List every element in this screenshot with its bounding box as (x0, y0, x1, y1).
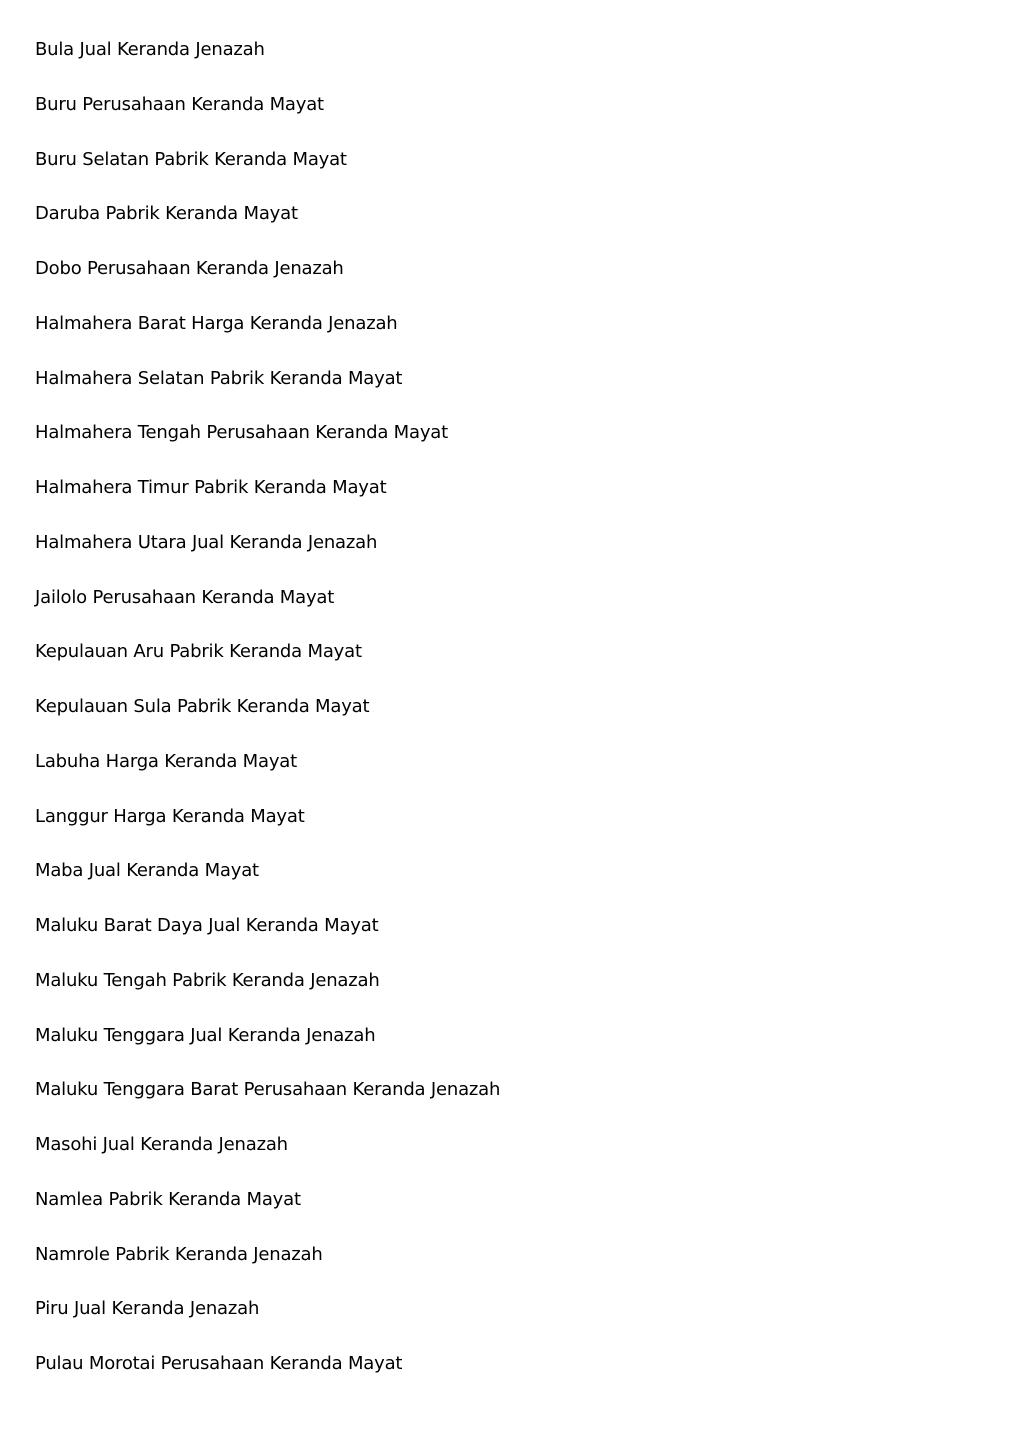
location-link[interactable]: Daruba Pabrik Keranda Mayat (35, 203, 298, 225)
list-item (35, 967, 500, 1022)
list-item (35, 1186, 500, 1241)
list-item (35, 36, 500, 91)
location-link[interactable]: Dobo Perusahaan Keranda Jenazah (35, 258, 344, 279)
location-link[interactable]: Halmahera Timur Pabrik Keranda Mayat (35, 477, 387, 498)
location-link[interactable]: Masohi Jual Keranda Jenazah (35, 1134, 288, 1155)
location-link[interactable]: Halmahera Selatan Pabrik Keranda Mayat (35, 367, 403, 389)
list-item (35, 857, 500, 912)
list-item (35, 310, 500, 365)
location-link[interactable]: Kepulauan Aru Pabrik Keranda Mayat (35, 641, 362, 663)
location-link[interactable]: Buru Selatan Pabrik Keranda Mayat (35, 148, 347, 170)
location-link[interactable]: Maluku Tenggara Jual Keranda Jenazah (35, 1024, 376, 1046)
location-link[interactable]: Halmahera Utara Jual Keranda Jenazah (35, 531, 378, 553)
list-item (35, 474, 500, 529)
list-item (35, 638, 500, 693)
list-item (35, 912, 500, 967)
list-item (35, 365, 500, 420)
list-item (35, 748, 500, 803)
list-item (35, 200, 500, 255)
location-link[interactable]: Jailolo Perusahaan Keranda Mayat (35, 586, 335, 608)
location-link[interactable]: Namlea Pabrik Keranda Mayat (35, 1188, 301, 1210)
list-item (35, 803, 500, 858)
location-link[interactable]: Maluku Barat Daya Jual Keranda Mayat (35, 915, 379, 936)
list-item (35, 529, 500, 584)
location-link[interactable]: Langgur Harga Keranda Mayat (35, 805, 305, 827)
list-item (35, 1350, 500, 1405)
location-link[interactable]: Namrole Pabrik Keranda Jenazah (35, 1243, 323, 1265)
list-item (35, 1131, 500, 1186)
list-item (35, 584, 500, 639)
list-item (35, 1295, 500, 1350)
list-item (35, 1241, 500, 1296)
location-link[interactable]: Labuha Harga Keranda Mayat (35, 750, 297, 772)
location-link[interactable]: Buru Perusahaan Keranda Mayat (35, 93, 324, 115)
location-link[interactable]: Piru Jual Keranda Jenazah (35, 1298, 260, 1320)
location-link[interactable]: Maluku Tenggara Barat Perusahaan Keranda Jenazah (35, 1079, 501, 1101)
list-item (35, 1022, 500, 1077)
location-link[interactable]: Halmahera Tengah Perusahaan Keranda Mayat (35, 422, 448, 444)
list-item (35, 693, 500, 748)
location-link[interactable]: Halmahera Barat Harga Keranda Jenazah (35, 312, 398, 334)
location-link[interactable]: Maba Jual Keranda Mayat (35, 860, 259, 882)
location-link[interactable]: Pulau Morotai Perusahaan Keranda Mayat (35, 1353, 403, 1374)
list-item (35, 1076, 500, 1131)
list-item (35, 255, 500, 310)
list-item (35, 419, 500, 474)
location-link[interactable]: Kepulauan Sula Pabrik Keranda Mayat (35, 696, 370, 717)
location-link-list (35, 36, 500, 1405)
location-link[interactable]: Bula Jual Keranda Jenazah (35, 39, 265, 60)
list-item (35, 146, 500, 201)
list-item (35, 91, 500, 146)
location-link[interactable]: Maluku Tengah Pabrik Keranda Jenazah (35, 969, 380, 991)
